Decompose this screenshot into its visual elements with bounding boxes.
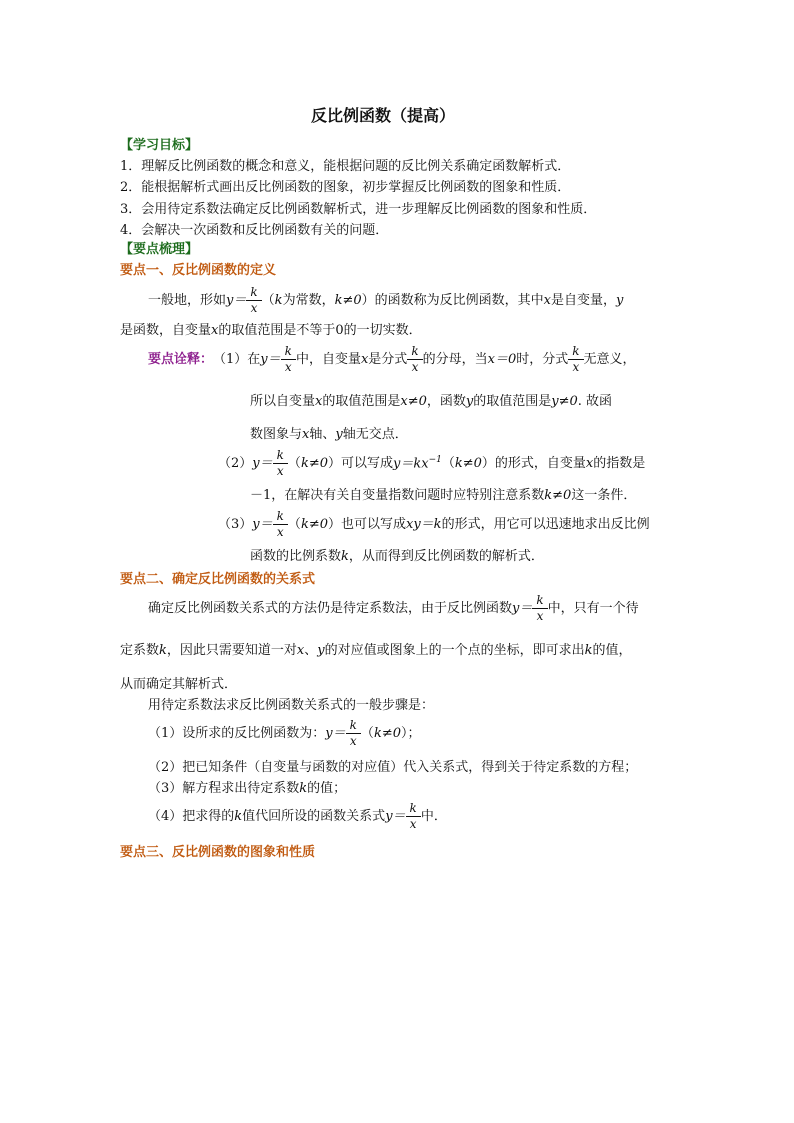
- section-heading-2: 要点二、确定反比例函数的关系式: [120, 572, 316, 587]
- symbol-x: x: [296, 643, 305, 658]
- fraction-k-over-x: [408, 802, 419, 831]
- formula-y: y＝: [252, 456, 273, 471]
- denominator: x: [281, 359, 296, 374]
- symbol-k: k: [159, 643, 167, 658]
- text: （1）在: [213, 352, 261, 367]
- note-label: 要点诠释：: [148, 352, 214, 367]
- exponent: −1: [428, 455, 442, 466]
- denominator: x: [246, 300, 261, 315]
- text: ）；: [400, 726, 421, 741]
- symbol-y: y: [317, 643, 325, 658]
- numerator: k: [250, 285, 258, 299]
- text: 函数的比例系数: [250, 549, 342, 564]
- text: 轴无交点．: [342, 427, 408, 442]
- denominator: x: [273, 463, 288, 478]
- text: 中，自变量: [295, 352, 361, 367]
- step-1: [148, 719, 421, 748]
- step-2: （2）把已知条件（自变量与函数的对应值）代入关系式，得到关于待定系数的方程；: [148, 760, 638, 775]
- goal-item: 4．会解决一次函数和反比例函数有关的问题．: [120, 223, 389, 238]
- text: 为常数，: [282, 293, 335, 308]
- text: ，因此只需要知道一对: [166, 643, 297, 658]
- text: ）的函数称为反比例函数，其中: [361, 293, 544, 308]
- text: 无意义，: [583, 352, 636, 367]
- note-line-2: [250, 395, 612, 408]
- fraction-k-over-x: [275, 510, 286, 539]
- text: 的指数是: [593, 456, 646, 471]
- text: （: [261, 293, 275, 308]
- text: 的值，: [592, 643, 632, 658]
- symbol-y: y: [335, 427, 343, 442]
- goal-item: 2．能根据解析式画出反比例函数的图象，初步掌握反比例函数的图象和性质．: [120, 180, 571, 195]
- text: ）可以写成: [327, 456, 393, 471]
- formula-y: y＝: [252, 517, 273, 532]
- formula-y: y＝: [512, 601, 533, 616]
- step-4: [148, 802, 447, 831]
- text: ）也可以写成: [327, 517, 406, 532]
- condition: x＝0: [487, 352, 517, 367]
- text: 的取值范围是: [322, 394, 401, 409]
- p2-line-2: [120, 644, 632, 657]
- text: 定系数: [120, 643, 160, 658]
- symbol-x: x: [543, 293, 551, 308]
- text: 是分式: [368, 352, 408, 367]
- text: （4）把求得的: [148, 809, 235, 824]
- text: 的取值范围是不等于0的一切实数．: [218, 323, 422, 338]
- denominator: x: [532, 608, 547, 623]
- formula-base: y＝kx: [393, 456, 429, 472]
- formula-y: y＝: [325, 726, 346, 741]
- fraction-k-over-x: [348, 719, 359, 748]
- numerator: k: [409, 801, 417, 815]
- note-line-1: [148, 345, 636, 374]
- symbol-k: k: [299, 781, 308, 796]
- condition: k≠0: [334, 293, 362, 308]
- text: 所以自变量: [250, 394, 316, 409]
- text: 一般地，形如: [148, 293, 227, 308]
- denominator: x: [407, 359, 422, 374]
- text: （: [287, 517, 301, 532]
- symbol-x: x: [360, 352, 369, 367]
- symbol-y: y: [465, 394, 474, 409]
- goals-heading: 【学习目标】: [120, 138, 199, 153]
- symbol-k: k: [341, 549, 349, 564]
- note-3-line-1: [218, 510, 650, 539]
- condition: k≠0: [300, 456, 328, 471]
- denominator: x: [273, 524, 288, 539]
- formula-power: [393, 456, 442, 470]
- formula: xy＝k: [406, 517, 442, 532]
- note-2-line-1: [218, 449, 645, 478]
- text: 数图象与: [250, 427, 303, 442]
- text: （: [287, 456, 301, 471]
- goal-item: 1．理解反比例函数的概念和意义，能根据问题的反比例关系确定函数解析式．: [120, 159, 571, 174]
- text: 、: [304, 643, 318, 658]
- step-3: [148, 782, 346, 795]
- numerator: k: [349, 718, 357, 732]
- p2-line-3: 从而确定其解析式．: [120, 677, 238, 692]
- symbol-x: x: [585, 456, 594, 471]
- condition: k≠0: [300, 517, 328, 532]
- text: ，从而得到反比例函数的解析式．: [348, 549, 544, 564]
- symbol-k: k: [234, 809, 243, 824]
- page-title: 反比例函数（提高）: [311, 106, 456, 125]
- text: 的取值范围是: [473, 394, 552, 409]
- text: 的形式，用它可以迅速地求出反比例: [441, 517, 650, 532]
- steps-intro: 用待定系数法求反比例函数关系式的一般步骤是：: [148, 698, 435, 713]
- symbol-x: x: [315, 394, 323, 409]
- text: （3）: [218, 517, 253, 532]
- numerator: k: [284, 344, 292, 358]
- note-2-line-2: [250, 489, 636, 502]
- formula-y: y＝: [226, 293, 247, 308]
- text: 中，只有一个待: [547, 601, 639, 616]
- condition: k≠0: [373, 726, 401, 741]
- text: （: [360, 726, 374, 741]
- text: 时，分式: [516, 352, 569, 367]
- text: （1）设所求的反比例函数为：: [148, 726, 326, 741]
- fraction-k-over-x: [248, 286, 259, 315]
- text: . 故函: [577, 394, 613, 409]
- section-heading-3: 要点三、反比例函数的图象和性质: [120, 845, 316, 860]
- formula-y: y＝: [385, 809, 406, 824]
- condition: y≠0: [551, 394, 578, 409]
- text: －1，在解决有关自变量指数问题时应特别注意系数: [250, 488, 545, 503]
- symbol-y: y: [616, 293, 624, 308]
- text: ）的形式，自变量: [481, 456, 586, 471]
- fraction-k-over-x: [534, 594, 545, 623]
- condition: k≠0: [454, 456, 482, 471]
- numerator: k: [572, 344, 580, 358]
- symbol-x: x: [302, 427, 310, 442]
- definition-line-1: [148, 286, 623, 315]
- fraction-k-over-x: [283, 345, 294, 374]
- denominator: x: [568, 359, 583, 374]
- fraction-k-over-x: [275, 449, 286, 478]
- fraction-k-over-x: [570, 345, 581, 374]
- section-heading-1: 要点一、反比例函数的定义: [120, 263, 277, 278]
- text: 的值；: [307, 781, 347, 796]
- text: 中．: [420, 809, 447, 824]
- text: 值代回所设的函数关系式: [242, 809, 386, 824]
- text: （: [441, 456, 455, 471]
- text: （3）解方程求出待定系数: [148, 781, 300, 796]
- numerator: k: [276, 509, 284, 523]
- formula-y: y＝: [260, 352, 281, 367]
- symbol-x: x: [211, 323, 219, 338]
- numerator: k: [411, 344, 419, 358]
- note-3-line-2: [250, 550, 544, 563]
- goal-item: 3．会用待定系数法确定反比例函数解析式，进一步理解反比例函数的图象和性质．: [120, 202, 597, 217]
- text: ，函数: [426, 394, 466, 409]
- condition: x≠0: [400, 394, 427, 409]
- text: 轴、: [309, 427, 336, 442]
- text: 的对应值或图象上的一个点的坐标，即可求出: [324, 643, 585, 658]
- text: 是自变量，: [550, 293, 616, 308]
- denominator: x: [406, 816, 421, 831]
- numerator: k: [536, 593, 544, 607]
- condition: k≠0: [544, 488, 572, 503]
- denominator: x: [346, 733, 361, 748]
- text: 的分母，当: [422, 352, 488, 367]
- definition-line-2: [120, 324, 422, 337]
- note-line-3: [250, 428, 408, 441]
- text: （2）: [218, 456, 253, 471]
- text: 确定反比例函数关系式的方法仍是待定系数法，由于反比例函数: [148, 601, 513, 616]
- text: 是函数，自变量: [120, 323, 212, 338]
- symbol-k: k: [584, 643, 593, 658]
- numerator: k: [276, 448, 284, 462]
- symbol-k: k: [274, 293, 283, 308]
- text: 这一条件．: [571, 488, 637, 503]
- review-heading: 【要点梳理】: [120, 242, 199, 257]
- p2-line-1: [148, 594, 639, 623]
- fraction-k-over-x: [409, 345, 420, 374]
